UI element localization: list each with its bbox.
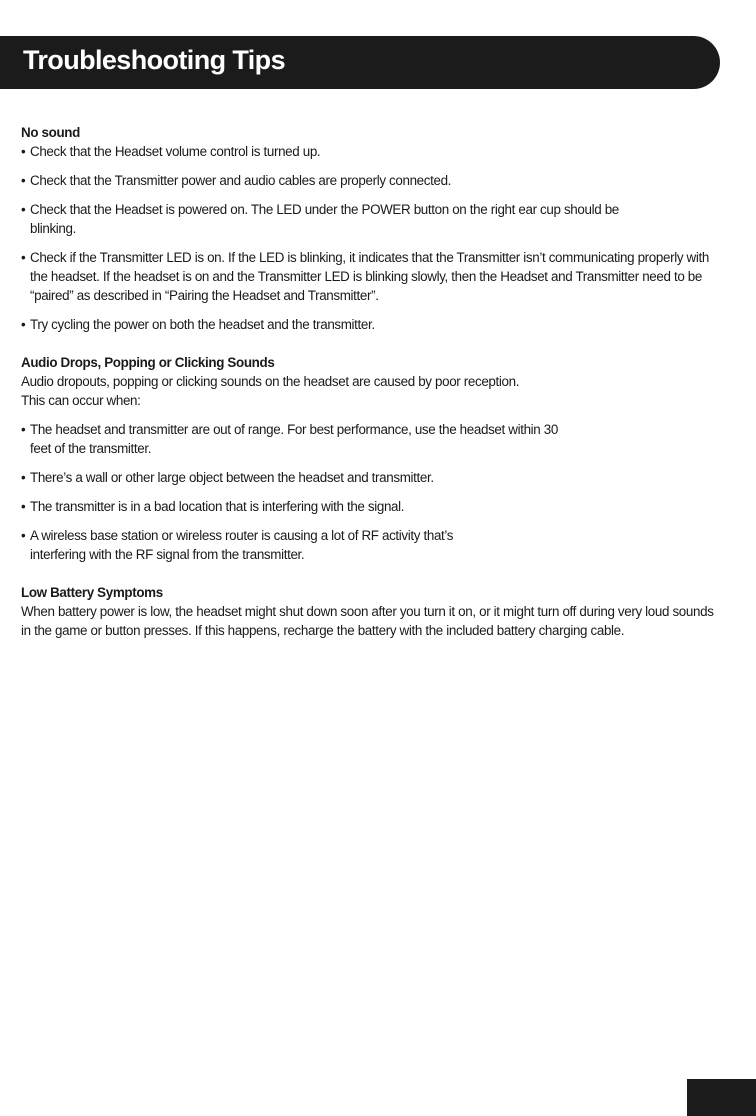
list-item: • There’s a wall or other large object between the headset and transmitter. [21,468,726,487]
section-intro: Audio dropouts, popping or clicking sounds on the headset are caused by poor reception. [21,374,520,389]
list-item: • Check that the Headset is powered on. The LED under the POWER button on the right ear cup should be blinking. [21,200,630,238]
list-item: • Check if the Transmitter LED is on. If the LED is blinking, it indicates that the Transmitter isn’t communicating properly with the headset. If the headset is on and the Transmitter LED is blinking slowly, then the Headset and Transmitter need to be “paired” as described in “Pairing the Headset and Transmitter”. [21,248,726,305]
page-title: Troubleshooting Tips [23,45,285,75]
list-item: • A wireless base station or wireless router is causing a lot of RF activity that’s interfering with the RF signal from the transmitter. [21,526,500,564]
bullet-list [21,420,726,564]
section-heading: Audio Drops, Popping or Clicking Sounds [21,355,275,370]
list-item: • Check that the Headset volume control is turned up. [21,142,726,161]
section-heading: No sound [21,125,80,140]
section-header-bar [0,36,720,89]
list-item: • The transmitter is in a bad location that is interfering with the signal. [21,497,726,516]
page-corner-tab [687,1079,756,1116]
section-intro: This can occur when: [21,393,141,408]
section-low-battery [21,583,726,640]
list-item: • Check that the Transmitter power and audio cables are properly connected. [21,171,726,190]
troubleshooting-content [21,123,726,659]
list-item: • Try cycling the power on both the headset and the transmitter. [21,315,726,334]
section-audio-drops [21,353,726,564]
section-heading: Low Battery Symptoms [21,585,163,600]
section-no-sound [21,123,726,334]
section-body: When battery power is low, the headset might shut down soon after you turn it on, or it might turn off during very loud sounds in the game or button presses. If this happens, recharge the battery with the included battery charging cable. [21,604,714,638]
bullet-list [21,142,726,334]
list-item: • The headset and transmitter are out of range. For best performance, use the headset within 30 feet of the transmitter. [21,420,575,458]
